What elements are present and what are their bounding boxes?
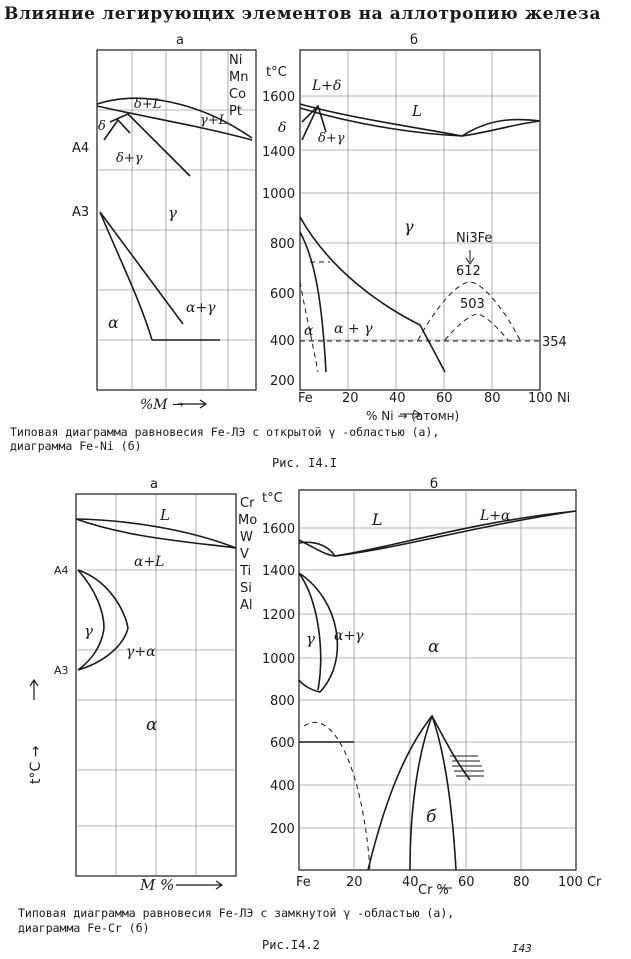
fig1-a-element: Co	[229, 87, 247, 102]
fig1-caption-line1: Типовая диаграмма равновесия Fe-ЛЭ с открытой γ -областью (а),	[10, 425, 440, 439]
fig1-b-t354: 354	[542, 335, 567, 350]
fig1-a-delta-gamma: δ+γ	[116, 151, 143, 166]
fig2-b-xtick: Fe	[296, 875, 311, 890]
fig1-panel-b	[300, 50, 540, 390]
fig2-b-liquid-alpha: L+α	[480, 508, 511, 524]
fig1-a-alpha: α	[108, 313, 119, 332]
fig1-b-ytick: 1600	[262, 90, 296, 105]
fig1-a-xlabel: %M →	[140, 397, 184, 413]
fig1-b-ytick: 800	[270, 237, 295, 252]
fig1-b-ytick: 1000	[262, 187, 296, 202]
fig1-b-ytick: 1400	[262, 145, 296, 160]
fig1-b-liquid-delta: L+δ	[312, 78, 342, 94]
fig1-b-ytick: 400	[270, 334, 295, 349]
fig1-b-xlabel: % Ni → (атомн)	[366, 409, 460, 423]
fig2-b-ytick: 800	[270, 694, 295, 709]
fig1-b-xtick: 20	[342, 391, 359, 406]
fig2-b-ytick: 1400	[262, 564, 296, 579]
fig1-a-delta-liquid: δ+L	[134, 97, 162, 112]
fig2-a-gamma: γ	[84, 622, 93, 640]
fig2-b-ytick: 200	[270, 822, 295, 837]
fig1-b-delta: δ	[278, 120, 287, 136]
fig2-a-label: а	[150, 477, 158, 492]
fig2-a-element: Mo	[238, 513, 258, 528]
fig1-b-alpha-gamma: α + γ	[334, 321, 373, 337]
fig2-a-a4: A4	[54, 564, 69, 577]
page-number: I43	[512, 942, 532, 955]
fig2-b-alpha-gamma: α+γ	[334, 628, 364, 644]
fig2-b-xtick: 100 Cr	[558, 875, 602, 890]
page-title: Влияние легирующих элементов на аллотропию железа	[4, 4, 602, 24]
fig2-b-ytick: 400	[270, 779, 295, 794]
fig1-a-element: Ni	[229, 53, 243, 68]
fig2-b-ytick: 600	[270, 736, 295, 751]
fig2-b-ylabel: t°C	[262, 491, 283, 506]
fig1-a-a4: A4	[72, 141, 90, 156]
fig2-b-gamma: γ	[306, 630, 315, 648]
fig2-b-ytick: 1200	[262, 608, 296, 623]
fig1-b-xtick: Fe	[298, 391, 313, 406]
fig2-a-xlabel: M %	[140, 876, 175, 894]
fig2-a-gamma-alpha: γ+α	[126, 644, 156, 660]
fig2-b-liquid: L	[372, 510, 383, 529]
fig1-number: Рис. I4.I	[272, 456, 338, 470]
fig2-a-element: V	[240, 547, 249, 562]
fig2-a-alpha: α	[146, 715, 158, 735]
fig2-a-element: Cr	[240, 496, 255, 511]
fig2-b-sigma: б	[426, 807, 437, 827]
fig1-b-ytick: 200	[270, 374, 295, 389]
fig2-b-ytick: 1600	[262, 522, 296, 537]
fig1-a-element: Mn	[229, 70, 249, 85]
fig2-number: Рис.I4.2	[262, 938, 320, 952]
fig1-b-xtick: 80	[484, 391, 501, 406]
fig2-caption-line2: диаграмма Fe-Cr (б)	[18, 921, 150, 935]
fig1-a-gamma: γ	[168, 204, 177, 222]
fig2-a-alpha-liquid: α+L	[134, 554, 165, 570]
fig2-b-xlabel: Cr %	[418, 883, 449, 898]
fig2-b-xtick: 40	[402, 875, 419, 890]
fig1-b-xtick: 100 Ni	[528, 391, 571, 406]
fig2-a-element: Ti	[240, 564, 252, 579]
fig1-b-t612: 612	[456, 264, 481, 279]
fig2-a-liquid: L	[160, 506, 170, 524]
fig2-b-label: б	[430, 477, 439, 492]
fig2-a-a3: A3	[54, 664, 69, 677]
fig1-b-delta-gamma: δ+γ	[318, 131, 345, 146]
fig1-b-ylabel: t°C	[266, 65, 287, 80]
fig1-a-alpha-gamma: α+γ	[186, 300, 216, 316]
fig2-b-ytick: 1000	[262, 652, 296, 667]
fig2-b-xtick: 20	[346, 875, 363, 890]
fig2-a-ylabel: t°C →	[28, 745, 44, 784]
fig1-caption-line2: диаграмма Fe-Ni (б)	[10, 439, 142, 453]
fig2-b-xtick: 80	[513, 875, 530, 890]
fig1-b-compound: Ni3Fe	[456, 231, 493, 246]
fig1-b-gamma: γ	[404, 217, 414, 236]
fig2-b-xtick: 60	[458, 875, 475, 890]
fig1-b-xtick: 40	[389, 391, 406, 406]
fig1-a-delta: δ	[98, 119, 106, 134]
fig1-b-label: б	[410, 33, 419, 48]
fig2-a-element: W	[240, 530, 253, 545]
fig1-b-alpha: α	[304, 323, 314, 339]
fig2-panel-a	[76, 494, 236, 876]
fig1-a-a3: A3	[72, 205, 90, 220]
fig1-a-element: Pt	[229, 104, 242, 119]
fig2-a-element: Si	[240, 581, 252, 596]
fig1-b-t503: 503	[460, 297, 485, 312]
fig2-caption-line1: Типовая диаграмма равновесия Fe-ЛЭ с замкнутой γ -областью (а),	[18, 906, 455, 920]
fig1-a-label: а	[176, 33, 184, 48]
fig1-b-liquid: L	[412, 102, 422, 120]
fig1-a-gamma-liquid: γ+L	[200, 113, 228, 128]
fig2-b-alpha: α	[428, 637, 440, 657]
fig1-b-ytick: 600	[270, 287, 295, 302]
fig1-b-xtick: 60	[436, 391, 453, 406]
fig2-panel-b	[299, 490, 576, 870]
fig2-a-element: Al	[240, 598, 253, 613]
